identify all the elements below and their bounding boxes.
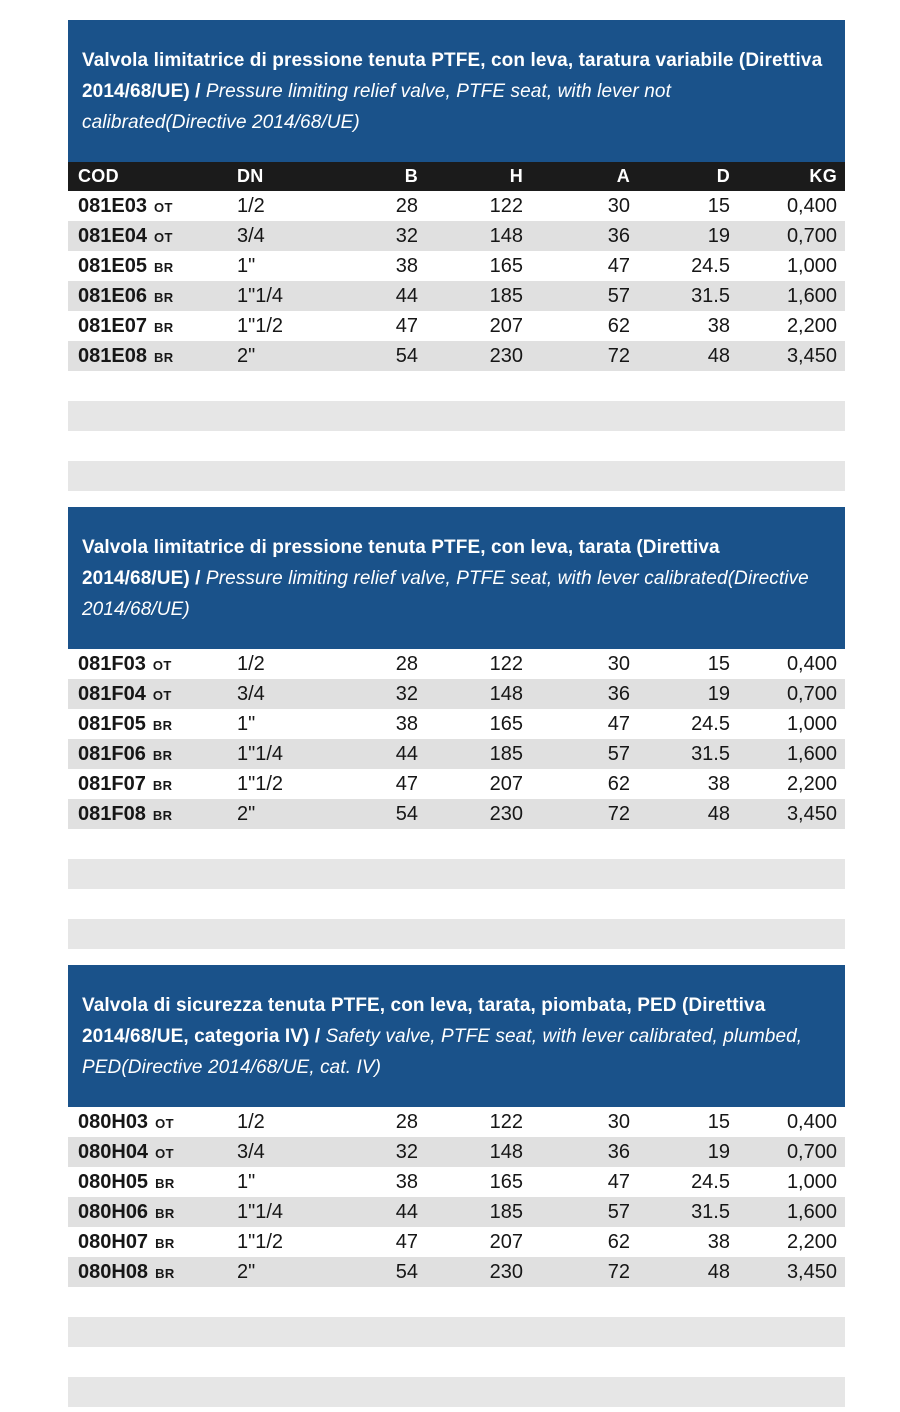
dn-cell: 1"1/4 [237,284,284,307]
material-suffix: BR [155,1235,175,1251]
kg-cell: 0,700 [786,1140,837,1163]
a-cell: 72 [607,802,630,825]
material-suffix: OT [153,229,173,245]
section-3-title [82,990,829,1083]
d-cell: 48 [707,1260,730,1283]
a-cell: 36 [607,224,630,247]
section-2-header [68,507,845,649]
product-section-2 [68,507,845,949]
d-cell: 19 [707,224,730,247]
section-3-header [68,965,845,1107]
b-cell: 47 [395,314,418,337]
h-cell: 148 [489,224,523,247]
table-row [68,1227,845,1257]
dn-cell: 1" [237,254,256,277]
product-code: 081E03 [78,194,147,217]
material-suffix: BR [153,289,174,305]
dn-cell: 1" [237,1170,256,1193]
material-suffix: OT [153,199,173,215]
col-header-h: H [418,162,523,191]
d-cell: 24.5 [691,254,730,277]
table-row [68,709,845,739]
b-cell: 44 [395,284,418,307]
spec-table-1-body [68,191,845,371]
a-cell: 72 [607,1260,630,1283]
product-code: 080H07 [78,1230,149,1253]
a-cell: 62 [607,772,630,795]
h-cell: 122 [489,1110,523,1133]
dn-cell: 1/2 [237,194,265,217]
cod-cell [68,679,231,709]
column-header-row [68,162,845,191]
a-cell: 36 [607,1140,630,1163]
cod-cell [68,1167,231,1197]
table-row [68,1197,845,1227]
kg-cell: 2,200 [786,314,837,337]
a-cell: 57 [607,742,630,765]
page-content [68,0,845,1407]
material-suffix: BR [152,807,173,823]
col-header-kg: KG [730,162,845,191]
placeholder-bar [68,461,845,491]
material-suffix: OT [152,687,172,703]
h-cell: 185 [489,1200,523,1223]
b-cell: 44 [395,1200,418,1223]
b-cell: 32 [395,682,418,705]
a-cell: 30 [607,194,630,217]
section-1-title [82,45,829,138]
d-cell: 24.5 [691,712,730,735]
material-suffix: BR [152,777,173,793]
cod-cell [68,1137,231,1167]
a-cell: 57 [607,1200,630,1223]
kg-cell: 1,000 [786,712,837,735]
d-cell: 38 [707,1230,730,1253]
h-cell: 230 [489,802,523,825]
a-cell: 47 [607,712,630,735]
table-row [68,221,845,251]
product-code: 081F08 [78,802,146,825]
kg-cell: 3,450 [786,802,837,825]
h-cell: 230 [489,344,523,367]
dn-cell: 1"1/4 [237,742,284,765]
kg-cell: 1,000 [786,254,837,277]
kg-cell: 0,700 [786,224,837,247]
dn-cell: 3/4 [237,224,265,247]
d-cell: 15 [707,1110,730,1133]
col-header-d: D [630,162,730,191]
d-cell: 15 [707,652,730,675]
dn-cell: 3/4 [237,682,265,705]
kg-cell: 0,700 [786,682,837,705]
material-suffix: BR [153,319,174,335]
section-1-header [68,20,845,162]
product-code: 080H04 [78,1140,149,1163]
product-code: 081E08 [78,344,147,367]
b-cell: 44 [395,742,418,765]
table-row [68,679,845,709]
section-2-title-italian: Valvola limitatrice di pressione tenuta PTFE, con leva, tarata (Direttiva 2014/68/UE) / [82,536,720,589]
cod-cell [68,221,231,251]
h-cell: 165 [489,254,523,277]
cod-cell [68,1197,231,1227]
placeholder-bar [68,919,845,949]
table-row [68,649,845,679]
h-cell: 207 [489,772,523,795]
d-cell: 19 [707,682,730,705]
b-cell: 32 [395,1140,418,1163]
b-cell: 47 [395,772,418,795]
kg-cell: 1,600 [786,1200,837,1223]
h-cell: 148 [489,682,523,705]
kg-cell: 3,450 [786,1260,837,1283]
a-cell: 36 [607,682,630,705]
col-header-cod: COD [68,162,231,191]
section-gap [68,491,845,507]
col-header-a: A [523,162,630,191]
spec-table-3 [68,1107,845,1287]
dn-cell: 1"1/2 [237,1230,284,1253]
a-cell: 47 [607,254,630,277]
a-cell: 47 [607,1170,630,1193]
col-header-dn: DN [231,162,341,191]
section-1-title-english: Pressure limiting relief valve, PTFE seat, with lever not calibrated(Directive 2014/68/UE) [82,80,671,133]
kg-cell: 1,600 [786,284,837,307]
section-2-title [82,532,829,625]
dn-cell: 1" [237,712,256,735]
table-row [68,769,845,799]
d-cell: 31.5 [691,742,730,765]
product-code: 081F03 [78,652,146,675]
cod-cell [68,1107,231,1137]
table-row [68,191,845,221]
kg-cell: 0,400 [786,1110,837,1133]
product-code: 080H06 [78,1200,149,1223]
cod-cell [68,191,231,221]
a-cell: 57 [607,284,630,307]
material-suffix: OT [152,657,172,673]
spec-table-2 [68,649,845,829]
h-cell: 148 [489,1140,523,1163]
kg-cell: 2,200 [786,1230,837,1253]
material-suffix: BR [155,1175,175,1191]
b-cell: 32 [395,224,418,247]
product-code: 081F07 [78,772,146,795]
b-cell: 38 [395,712,418,735]
a-cell: 30 [607,652,630,675]
b-cell: 54 [395,1260,418,1283]
cod-cell [68,649,231,679]
dn-cell: 1/2 [237,1110,265,1133]
h-cell: 185 [489,742,523,765]
h-cell: 230 [489,1260,523,1283]
table-row [68,311,845,341]
cod-cell [68,281,231,311]
dn-cell: 1/2 [237,652,265,675]
material-suffix: OT [155,1115,174,1131]
a-cell: 62 [607,314,630,337]
product-code: 081F06 [78,742,146,765]
kg-cell: 2,200 [786,772,837,795]
d-cell: 48 [707,802,730,825]
b-cell: 54 [395,802,418,825]
table-row [68,1167,845,1197]
b-cell: 38 [395,1170,418,1193]
section-gap [68,949,845,965]
product-code: 081E05 [78,254,147,277]
spec-table-3-body [68,1107,845,1287]
h-cell: 165 [489,1170,523,1193]
product-code: 081F04 [78,682,146,705]
b-cell: 28 [395,1110,418,1133]
d-cell: 38 [707,314,730,337]
product-code: 080H05 [78,1170,149,1193]
kg-cell: 3,450 [786,344,837,367]
cod-cell [68,739,231,769]
cod-cell [68,1227,231,1257]
kg-cell: 0,400 [786,652,837,675]
dn-cell: 2" [237,802,256,825]
spec-table-column-header [68,162,845,191]
a-cell: 30 [607,1110,630,1133]
product-code: 080H08 [78,1260,149,1283]
table-row [68,341,845,371]
table-row [68,739,845,769]
d-cell: 38 [707,772,730,795]
b-cell: 47 [395,1230,418,1253]
product-section-1 [68,20,845,491]
b-cell: 38 [395,254,418,277]
col-header-b: B [341,162,418,191]
material-suffix: BR [153,259,174,275]
cod-cell [68,799,231,829]
section-2-title-english: Pressure limiting relief valve, PTFE seat, with lever calibrated(Directive 2014/68/UE) [82,567,809,620]
kg-cell: 1,600 [786,742,837,765]
b-cell: 54 [395,344,418,367]
placeholder-bar [68,1317,845,1347]
cod-cell [68,709,231,739]
section-1-title-italian: Valvola limitatrice di pressione tenuta PTFE, con leva, taratura variabile (Direttiva 2014/68/UE) / [82,49,823,102]
dn-cell: 2" [237,1260,256,1283]
section-3-title-italian: Valvola di sicurezza tenuta PTFE, con leva, tarata, piombata, PED (Direttiva 2014/68/UE, categoria IV) / [82,994,766,1047]
material-suffix: BR [152,747,173,763]
dn-cell: 3/4 [237,1140,265,1163]
dn-cell: 1"1/4 [237,1200,284,1223]
d-cell: 19 [707,1140,730,1163]
d-cell: 31.5 [691,1200,730,1223]
cod-cell [68,769,231,799]
dn-cell: 2" [237,344,256,367]
h-cell: 122 [489,652,523,675]
h-cell: 207 [489,1230,523,1253]
spec-table-1 [68,162,845,371]
d-cell: 15 [707,194,730,217]
section-3-title-english: Safety valve, PTFE seat, with lever calibrated, plumbed, PED(Directive 2014/68/UE, cat. IV) [82,1025,803,1078]
d-cell: 48 [707,344,730,367]
cod-cell [68,1257,231,1287]
material-suffix: BR [152,717,173,733]
cod-cell [68,251,231,281]
product-code: 081F05 [78,712,146,735]
material-suffix: BR [155,1205,175,1221]
placeholder-bar [68,401,845,431]
b-cell: 28 [395,194,418,217]
table-row [68,1107,845,1137]
kg-cell: 1,000 [786,1170,837,1193]
product-code: 081E04 [78,224,147,247]
h-cell: 122 [489,194,523,217]
material-suffix: BR [155,1265,175,1281]
kg-cell: 0,400 [786,194,837,217]
table-row [68,1137,845,1167]
product-code: 080H03 [78,1110,149,1133]
cod-cell [68,311,231,341]
table-row [68,281,845,311]
cod-cell [68,341,231,371]
b-cell: 28 [395,652,418,675]
a-cell: 72 [607,344,630,367]
product-code: 081E07 [78,314,147,337]
h-cell: 185 [489,284,523,307]
d-cell: 24.5 [691,1170,730,1193]
placeholder-bar [68,1377,845,1407]
product-code: 081E06 [78,284,147,307]
material-suffix: BR [153,349,174,365]
placeholder-bar [68,859,845,889]
table-row [68,799,845,829]
table-row [68,251,845,281]
table-row [68,1257,845,1287]
h-cell: 207 [489,314,523,337]
h-cell: 165 [489,712,523,735]
spec-table-2-body [68,649,845,829]
a-cell: 62 [607,1230,630,1253]
product-section-3 [68,965,845,1407]
material-suffix: OT [155,1145,174,1161]
dn-cell: 1"1/2 [237,314,284,337]
d-cell: 31.5 [691,284,730,307]
dn-cell: 1"1/2 [237,772,284,795]
